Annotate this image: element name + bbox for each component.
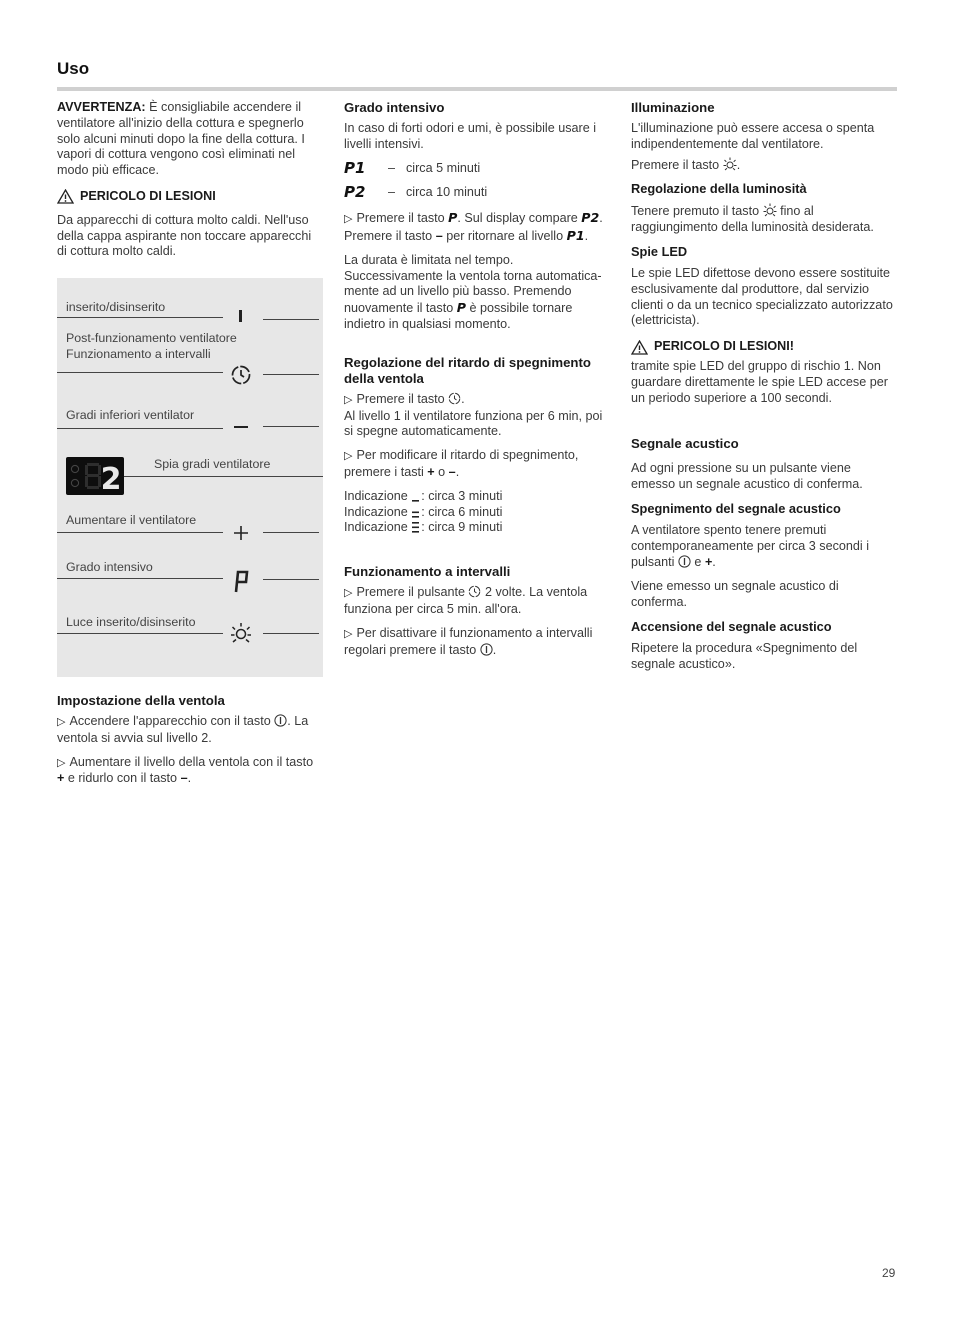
brightness-text: Tenere premuto il tasto fino al raggiungimento della luminosità desiderata. — [631, 204, 874, 235]
warning-triangle-icon — [57, 189, 74, 204]
delay-step-1: ▷ Premere il tasto . Al livello 1 il ventilatore funziona per 6 min, poi si spegne automaticamente. — [344, 391, 603, 439]
plus-symbol: + — [57, 771, 65, 786]
led-danger-heading — [631, 339, 897, 355]
interval-step-2: ▷ Per disattivare il funzionamento a intervalli regolari premere il tasto . — [344, 625, 593, 657]
power-icon — [274, 714, 287, 727]
brightness-title: Regolazione della luminosità — [631, 181, 807, 197]
panel-key-line — [263, 319, 319, 320]
delay-indications: Indicazione : circa 3 minuti Indicazione : circa 6 minuti Indicazione : circa 9 minuti — [344, 488, 503, 535]
panel-leader-line — [57, 532, 223, 533]
panel-key-line — [263, 426, 319, 427]
panel-leader-line — [57, 633, 223, 634]
p1-symbol: P1 — [566, 227, 585, 243]
power-icon — [678, 555, 691, 568]
panel-key-line — [263, 579, 319, 580]
panel-label-lower: Gradi inferiori ventilator — [66, 408, 195, 422]
display-digit: 2 — [100, 462, 122, 495]
fan-setting-section — [57, 693, 319, 795]
panel-label-post-run: Post-funzionamento ventilatore Funzionamento a intervalli — [66, 331, 237, 361]
column-1 — [57, 100, 319, 268]
timer-key-icon — [229, 364, 253, 386]
light-icon — [723, 157, 737, 171]
level-2-indicator-icon — [411, 506, 421, 518]
plus-key-icon — [233, 525, 249, 541]
panel-leader-line — [57, 372, 223, 373]
sound-on-title: Accensione del segnale acustico — [631, 618, 832, 634]
setting-step-2: ▷ Aumentare il livello della ventola con il tasto + e ridurlo con il tasto –. — [57, 754, 314, 786]
level-3-indicator-icon — [411, 521, 421, 533]
led-title: Spie LED — [631, 243, 688, 259]
minus-symbol: – — [180, 771, 188, 786]
danger-title: PERICOLO DI LESIONI — [80, 188, 216, 203]
level-1-indicator-icon — [411, 490, 421, 502]
panel-leader-line — [57, 317, 223, 318]
p2-row: P2 – circa 10 minuti — [344, 183, 488, 202]
p1-row: P1 – circa 5 minuti — [344, 158, 481, 177]
timer-icon — [468, 585, 481, 598]
setting-title: Impostazione della ventola — [57, 693, 225, 708]
intensive-text: In caso di forti odori e umi, è possibile usare i livelli intensivi. — [344, 121, 596, 151]
column-3 — [631, 100, 897, 681]
p1-text: circa 5 minuti — [406, 160, 481, 175]
display-segments — [66, 457, 124, 495]
light-icon — [763, 203, 777, 217]
p-symbol: P — [448, 210, 458, 226]
timer-icon — [448, 392, 461, 405]
p1-code: P1 — [344, 158, 366, 177]
arrow-icon: ▷ — [344, 450, 353, 463]
p2-code: P2 — [344, 183, 366, 202]
panel-key-line — [263, 374, 319, 375]
warning-triangle-icon — [631, 340, 648, 355]
panel-label-display: Spia gradi ventilatore — [154, 457, 271, 471]
panel-label-on-off: inserito/disinserito — [66, 300, 166, 314]
power-icon — [480, 643, 493, 656]
interval-step-1: ▷ Premere il pulsante 2 volte. La ventola funziona per circa 5 min. all'ora. — [344, 585, 588, 616]
danger-text: Da apparecchi di cottura molto caldi. Nell'uso della cappa aspirante non toccare apparecchi di cottura molto caldi. — [57, 212, 312, 259]
panel-leader-line — [124, 476, 323, 477]
led-danger-title: PERICOLO DI LESIONI! — [654, 339, 794, 354]
control-panel-figure — [57, 278, 323, 677]
sound-off-text: Viene emesso un segnale acustico di conferma. — [631, 579, 839, 610]
danger-heading — [57, 189, 319, 205]
power-key-icon — [239, 310, 242, 322]
panel-leader-line — [57, 428, 223, 429]
minus-key-icon — [234, 426, 248, 428]
arrow-icon: ▷ — [344, 393, 353, 406]
column-2 — [344, 100, 612, 666]
fan-level-display — [66, 457, 124, 495]
panel-label-increase: Aumentare il ventilatore — [66, 513, 197, 527]
arrow-icon: ▷ — [344, 627, 353, 640]
light-key-icon — [230, 622, 252, 644]
p2-symbol: P2 — [581, 210, 600, 226]
sound-on-text: Ripetere la procedura «Spegnimento del segnale acustico». — [631, 640, 858, 671]
sound-off-title: Spegnimento del segnale acustico — [631, 500, 841, 516]
page-title: Uso — [57, 59, 90, 78]
arrow-icon: ▷ — [344, 213, 353, 226]
panel-label-intensive: Grado intensivo — [66, 560, 153, 574]
led-danger-text: tramite spie LED del gruppo di rischio 1. Non guardare direttamente le spie LED accese per un periodo superiore a 100 secondi. — [631, 358, 888, 405]
warning-text: È consigliabile accendere il ventilatore all'inizio della cottura e spegnerlo solo alcuni minuti dopo la fine della cottura. I vapori di cottura vengono così eliminati nel modo più efficace. — [57, 100, 305, 178]
panel-leader-line — [57, 578, 223, 579]
delay-title: Regolazione del ritardo di spegnimento della ventola — [344, 354, 591, 386]
delay-step-2: ▷ Per modificare il ritardo di spegnimento, premere i tasti + o –. — [344, 448, 579, 479]
warning-paragraph — [57, 100, 319, 179]
light-press: Premere il tasto . — [631, 157, 741, 172]
led-text: Le spie LED difettose devono essere sostituite esclusivamente dal produttore, dal servizio clienti o da un tecnico specializzato autorizzato (elettricista). — [631, 265, 893, 328]
arrow-icon: ▷ — [344, 587, 353, 600]
warning-label: AVVERTENZA: — [57, 100, 146, 114]
page-number: 29 — [882, 1266, 896, 1280]
interval-title: Funzionamento a intervalli — [344, 564, 511, 580]
duration-text: La durata è limitata nel tempo. Successivamente la ventola torna automatica- mente ad un livello più basso. Premendo nuovamente il tasto P è possibile tornare indietro in qualsiasi momento. — [344, 252, 602, 331]
light-text: L'illuminazione può essere accesa o spenta indipendentemente dal ventilatore. — [631, 121, 875, 151]
panel-key-line — [263, 633, 319, 634]
sound-title: Segnale acustico — [631, 436, 739, 452]
title-rule — [57, 87, 897, 91]
light-title: Illuminazione — [631, 100, 715, 115]
panel-key-line — [263, 532, 319, 533]
sound-text: Ad ogni pressione su un pulsante viene emesso un segnale acustico di conferma. — [631, 461, 863, 492]
arrow-icon: ▷ — [57, 756, 66, 769]
setting-step-1: ▷ Accendere l'apparecchio con il tasto . La ventola si avvia sul livello 2. — [57, 714, 309, 745]
intensive-title: Grado intensivo — [344, 100, 445, 115]
arrow-icon: ▷ — [57, 716, 66, 728]
p2-text: circa 10 minuti — [406, 185, 488, 200]
sound-off-steps: A ventilatore spento tenere premuti contemporaneamente per circa 3 secondi i pulsanti e +. — [631, 522, 870, 569]
intensive-steps: ▷ Premere il tasto P. Sul display compare P2. Premere il tasto – per ritornare al livello P1. — [344, 210, 603, 243]
intensive-p-key-icon — [233, 570, 249, 594]
panel-label-light: Luce inserito/disinserito — [66, 615, 196, 629]
